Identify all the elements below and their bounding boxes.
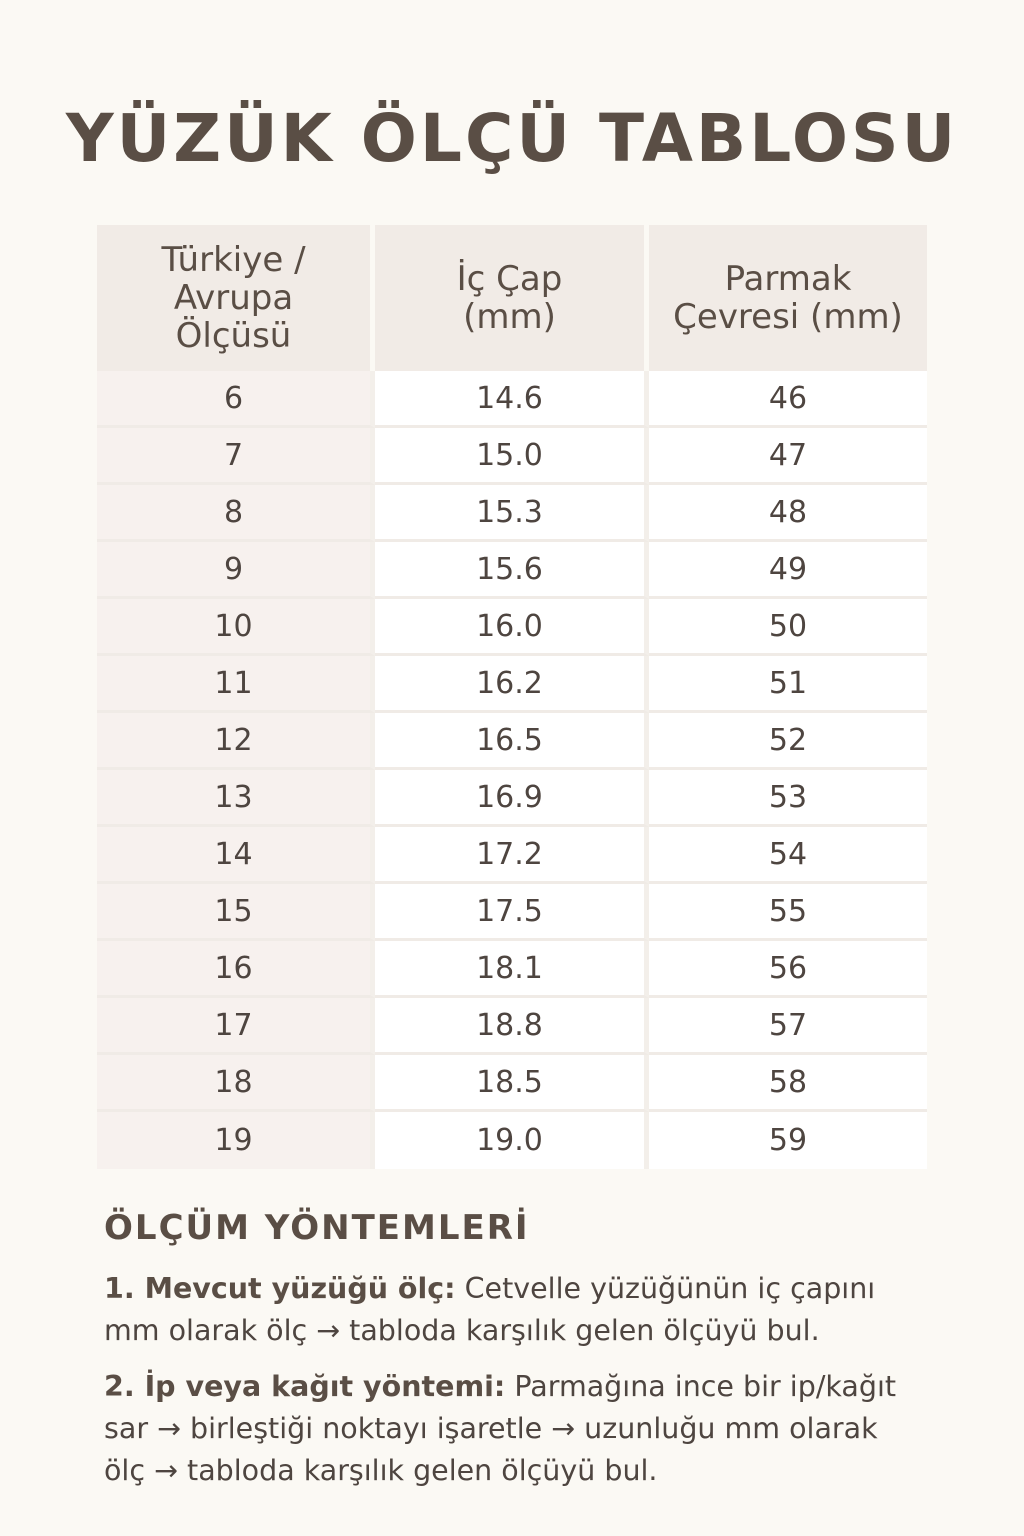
table-row xyxy=(97,827,927,884)
size-cell: 19 xyxy=(97,1112,375,1169)
method-label: 1. Mevcut yüzüğü ölç: xyxy=(104,1272,456,1305)
inner-diameter-cell: 18.5 xyxy=(375,1055,649,1112)
circumference-cell: 57 xyxy=(649,998,927,1055)
size-cell: 16 xyxy=(97,941,375,998)
inner-diameter-cell: 15.6 xyxy=(375,542,649,599)
method-item-string-paper xyxy=(104,1366,924,1492)
inner-diameter-cell: 17.2 xyxy=(375,827,649,884)
inner-diameter-cell: 19.0 xyxy=(375,1112,649,1169)
header-turkey-europe-size: Türkiye / Avrupa Ölçüsü xyxy=(97,225,375,371)
size-cell: 12 xyxy=(97,713,375,770)
methods-title: ÖLÇÜM YÖNTEMLERİ xyxy=(104,1208,530,1248)
table-row xyxy=(97,770,927,827)
circumference-cell: 59 xyxy=(649,1112,927,1169)
table-row xyxy=(97,599,927,656)
table-row xyxy=(97,1055,927,1112)
circumference-cell: 51 xyxy=(649,656,927,713)
circumference-cell: 54 xyxy=(649,827,927,884)
inner-diameter-cell: 18.1 xyxy=(375,941,649,998)
inner-diameter-cell: 16.2 xyxy=(375,656,649,713)
header-finger-circumference: Parmak Çevresi (mm) xyxy=(649,225,927,371)
ring-size-table xyxy=(97,225,927,1169)
circumference-cell: 56 xyxy=(649,941,927,998)
table-row xyxy=(97,656,927,713)
circumference-cell: 53 xyxy=(649,770,927,827)
circumference-cell: 47 xyxy=(649,428,927,485)
table-row xyxy=(97,371,927,428)
size-cell: 8 xyxy=(97,485,375,542)
table-row xyxy=(97,485,927,542)
method-text: Parmağına ince bir ip/kağıt sar → birleştiği noktayı işaretle → uzunluğu mm olarak ölç → tabloda karşılık gelen ölçüyü bul. xyxy=(104,1370,897,1487)
table-body xyxy=(97,371,927,1169)
table-header-row xyxy=(97,225,927,371)
table-row xyxy=(97,428,927,485)
circumference-cell: 52 xyxy=(649,713,927,770)
method-item-existing-ring xyxy=(104,1268,924,1352)
inner-diameter-cell: 18.8 xyxy=(375,998,649,1055)
size-cell: 17 xyxy=(97,998,375,1055)
inner-diameter-cell: 16.0 xyxy=(375,599,649,656)
circumference-cell: 46 xyxy=(649,371,927,428)
header-inner-diameter: İç Çap (mm) xyxy=(375,225,649,371)
inner-diameter-cell: 16.9 xyxy=(375,770,649,827)
circumference-cell: 49 xyxy=(649,542,927,599)
inner-diameter-cell: 16.5 xyxy=(375,713,649,770)
size-cell: 9 xyxy=(97,542,375,599)
table-row xyxy=(97,1112,927,1169)
method-label: 2. İp veya kağıt yöntemi: xyxy=(104,1370,506,1403)
size-cell: 7 xyxy=(97,428,375,485)
table-row xyxy=(97,542,927,599)
inner-diameter-cell: 17.5 xyxy=(375,884,649,941)
inner-diameter-cell: 15.0 xyxy=(375,428,649,485)
size-cell: 14 xyxy=(97,827,375,884)
table-row xyxy=(97,998,927,1055)
circumference-cell: 58 xyxy=(649,1055,927,1112)
size-cell: 18 xyxy=(97,1055,375,1112)
size-cell: 13 xyxy=(97,770,375,827)
size-cell: 15 xyxy=(97,884,375,941)
size-cell: 11 xyxy=(97,656,375,713)
table-row xyxy=(97,713,927,770)
size-cell: 10 xyxy=(97,599,375,656)
method-text: Cetvelle yüzüğünün iç çapını mm olarak ölç → tabloda karşılık gelen ölçüyü bul. xyxy=(104,1272,876,1347)
table-row xyxy=(97,884,927,941)
inner-diameter-cell: 15.3 xyxy=(375,485,649,542)
circumference-cell: 50 xyxy=(649,599,927,656)
circumference-cell: 55 xyxy=(649,884,927,941)
inner-diameter-cell: 14.6 xyxy=(375,371,649,428)
size-cell: 6 xyxy=(97,371,375,428)
table-row xyxy=(97,941,927,998)
page-title: YÜZÜK ÖLÇÜ TABLOSU xyxy=(65,100,959,177)
circumference-cell: 48 xyxy=(649,485,927,542)
